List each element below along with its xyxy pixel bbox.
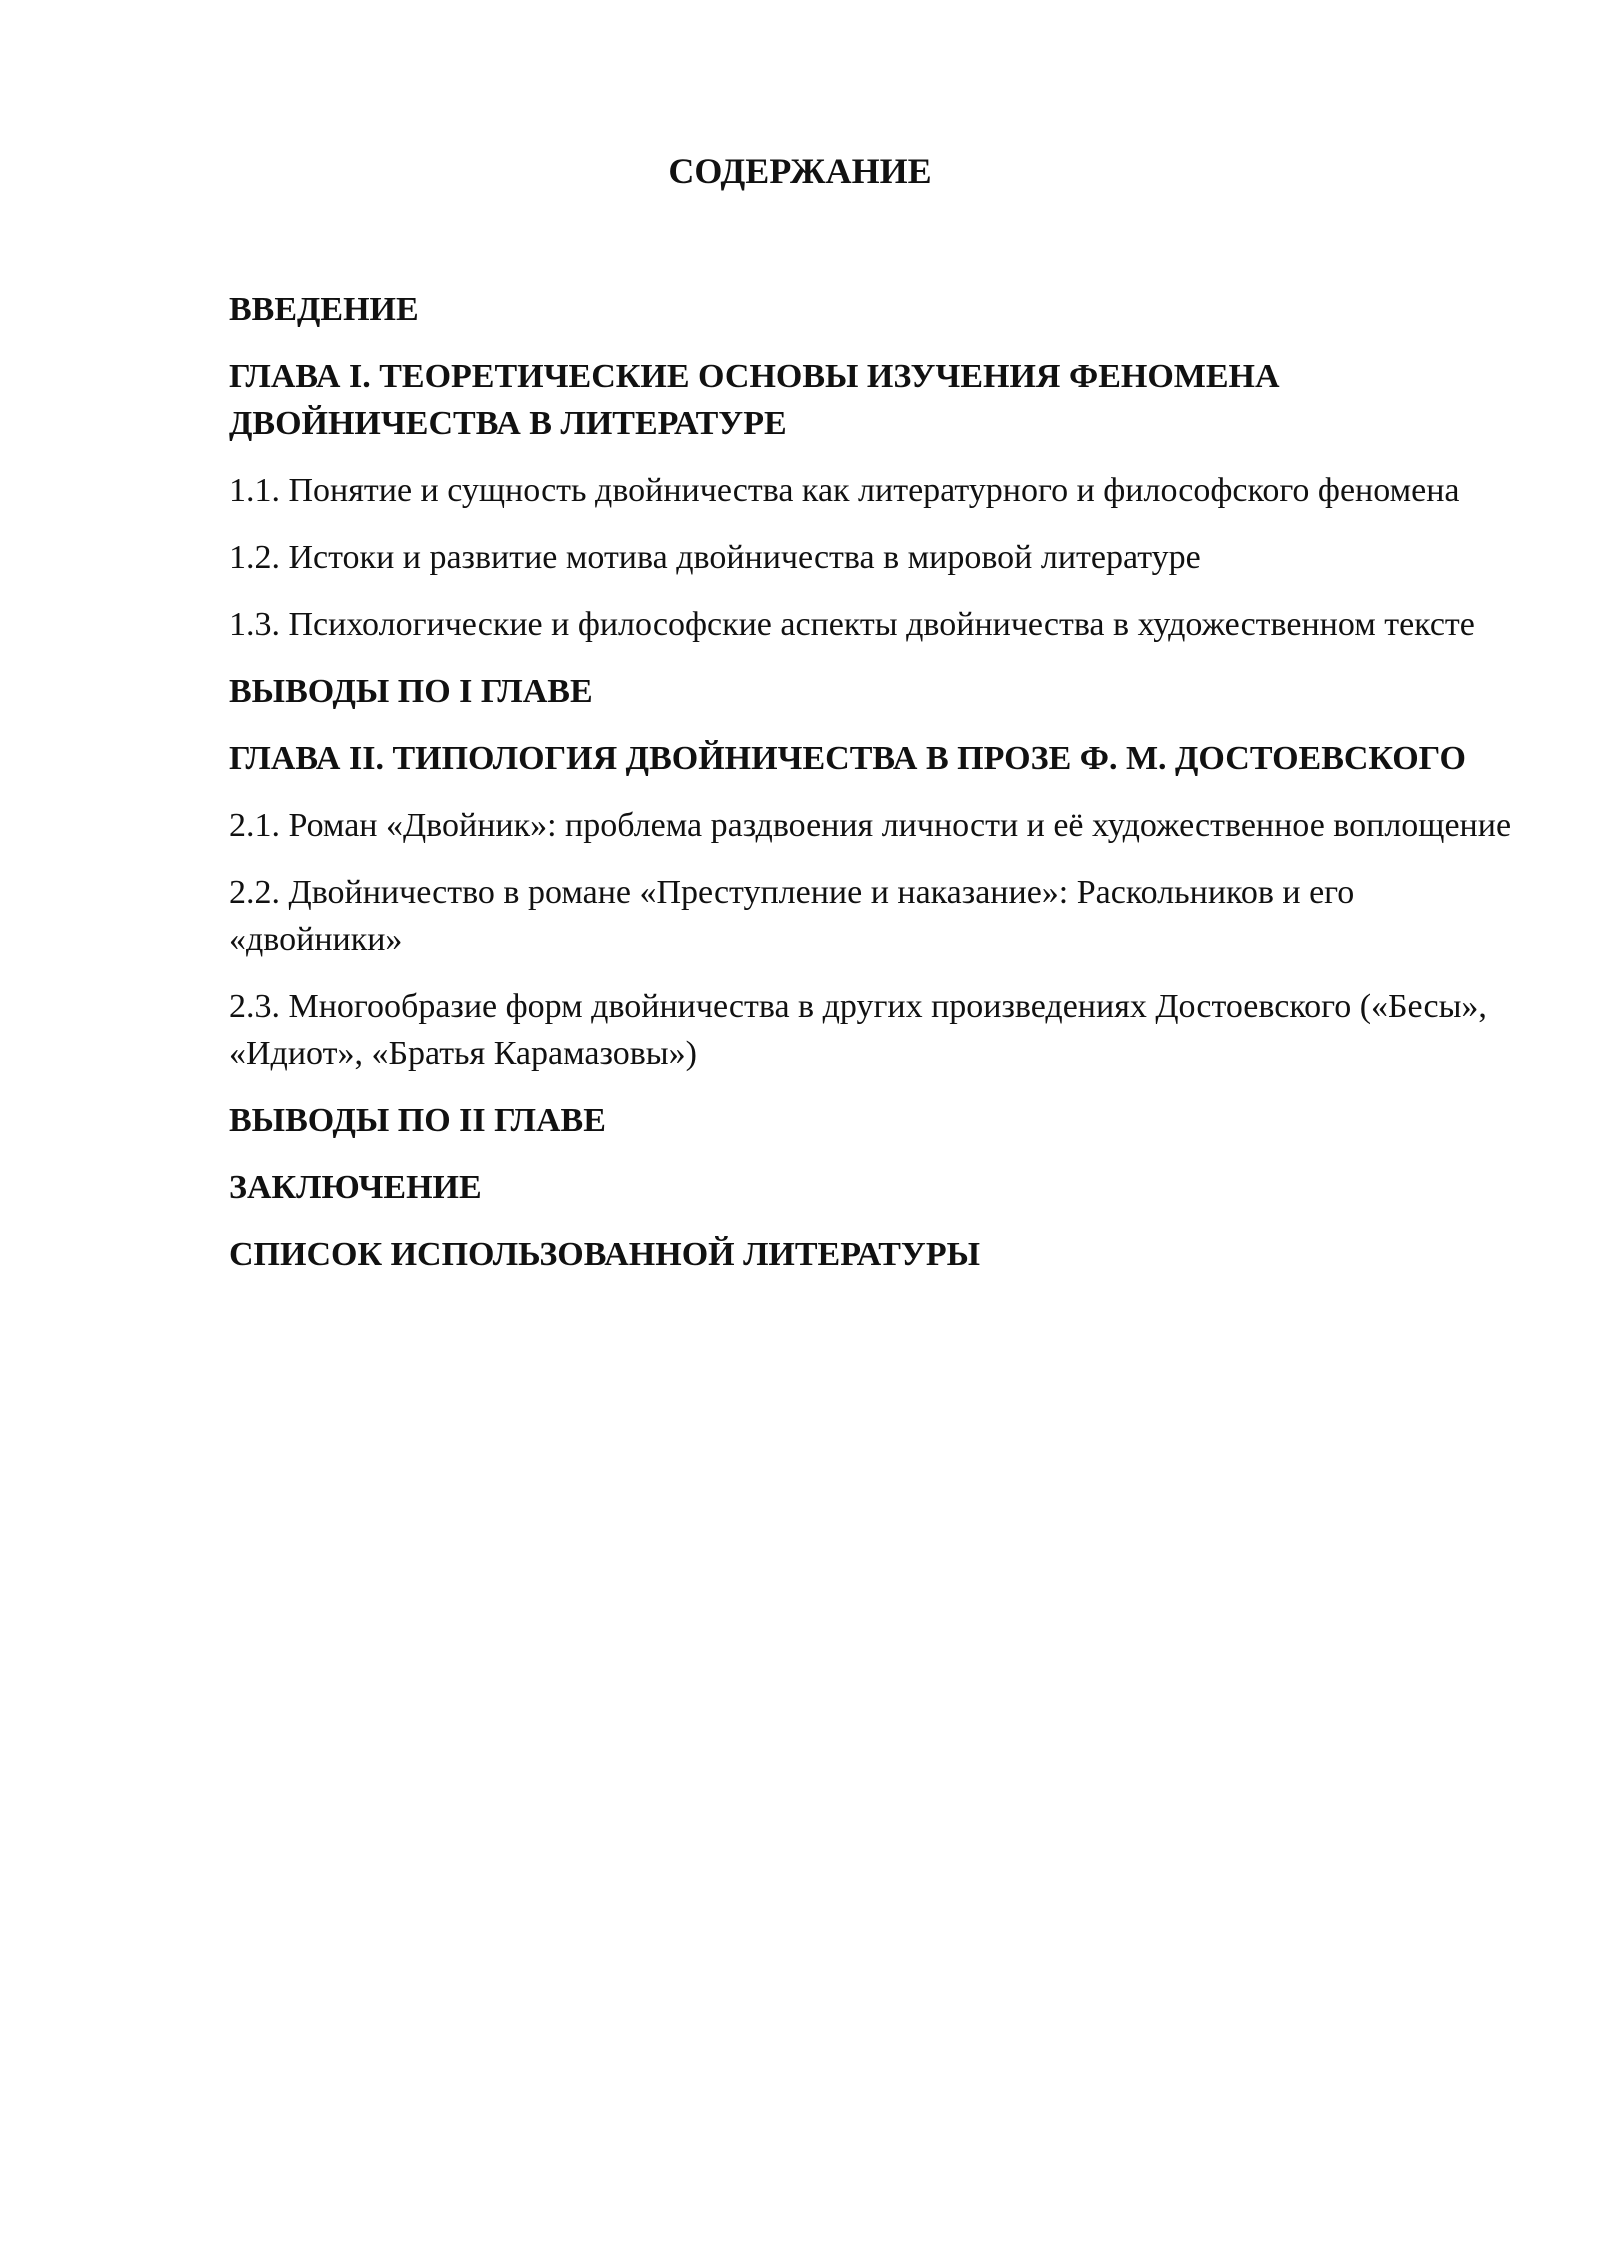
toc-entry-section-1-1: 1.1. Понятие и сущность двойничества как литературного и философского феномена [229,472,1460,509]
toc-entry-section-1-3: 1.3. Психологические и философские аспекты двойничества в художественном тексте [229,606,1475,643]
toc-entry-conclusions-chapter-1: ВЫВОДЫ ПО I ГЛАВЕ [229,673,593,710]
toc-entry-section-1-2: 1.2. Истоки и развитие мотива двойничества в мировой литературе [229,539,1201,576]
toc-entry-conclusion: ЗАКЛЮЧЕНИЕ [229,1169,482,1206]
toc-entry-introduction: ВВЕДЕНИЕ [229,291,419,328]
toc-entry-bibliography: СПИСОК ИСПОЛЬЗОВАННОЙ ЛИТЕРАТУРЫ [229,1236,980,1273]
toc-entry-chapter-1: ГЛАВА I. ТЕОРЕТИЧЕСКИЕ ОСНОВЫ ИЗУЧЕНИЯ ФЕНОМЕНА ДВОЙНИЧЕСТВА В ЛИТЕРАТУРЕ [229,358,1280,442]
page-title: СОДЕРЖАНИЕ [668,151,932,191]
toc-entry-conclusions-chapter-2: ВЫВОДЫ ПО II ГЛАВЕ [229,1102,606,1139]
toc-entry-chapter-2: ГЛАВА II. ТИПОЛОГИЯ ДВОЙНИЧЕСТВА В ПРОЗЕ Ф. М. ДОСТОЕВСКОГО [229,740,1466,777]
table-of-contents [229,286,1529,1298]
toc-entry-section-2-2: 2.2. Двойничество в романе «Преступление и наказание»: Раскольников и его «двойники» [229,874,1355,958]
toc-entry-section-2-1: 2.1. Роман «Двойник»: проблема раздвоения личности и её художественное воплощение [229,807,1512,844]
toc-entry-section-2-3: 2.3. Многообразие форм двойничества в других произведениях Достоевского («Бесы», «Идиот», «Братья Карамазовы») [229,988,1487,1072]
